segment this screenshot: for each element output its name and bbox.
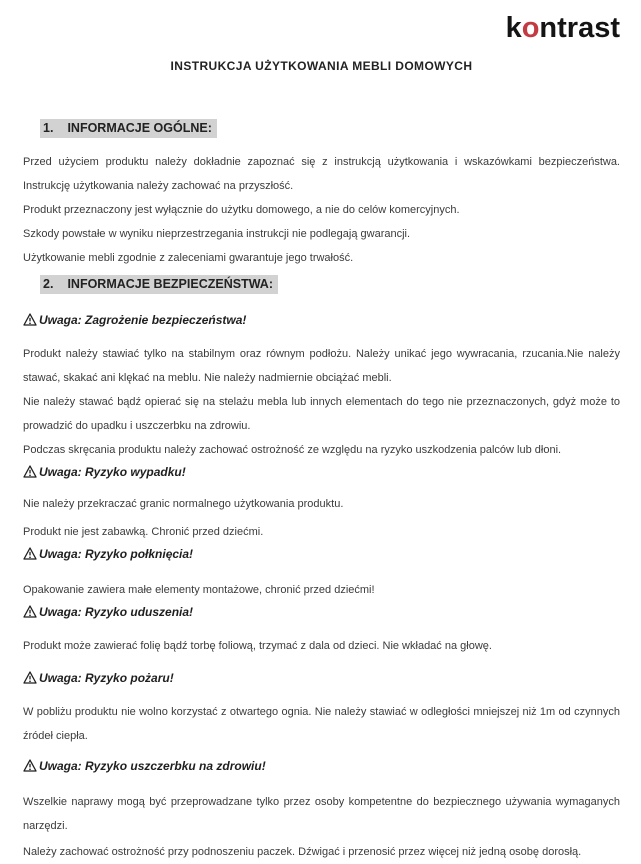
paragraph: Wszelkie naprawy mogą być przeprowadzane tylko przez osoby kompetentne do bezpiecznego używania wymaganych narzędzi. xyxy=(23,796,620,832)
paragraph: Użytkowanie mebli zgodnie z zaleceniami gwarantuje jego trwałość. xyxy=(23,252,354,264)
warning-line xyxy=(23,756,620,776)
logo-text-post: ntrast xyxy=(539,12,620,44)
warning-triangle-icon xyxy=(23,758,37,778)
logo-o-ring-icon: o xyxy=(521,12,540,44)
warning-line xyxy=(23,462,620,482)
paragraph: Przed użyciem produktu należy dokładnie zapoznać się z instrukcją użytkowania i wskazówkami bezpieczeństwa. Instrukcję użytkowania należy zachować na przyszłość. xyxy=(23,156,620,192)
page-title: INSTRUKCJA UŻYTKOWANIA MEBLI DOMOWYCH xyxy=(170,59,473,73)
paragraph: Podczas skręcania produktu należy zachować ostrożność ze względu na ryzyko uszkodzenia palców lub dłoni. xyxy=(23,444,562,456)
warning-text: Uwaga: Ryzyko wypadku! xyxy=(39,465,186,479)
section-label: INFORMACJE OGÓLNE: xyxy=(67,121,212,135)
paragraph: Produkt może zawierać folię bądź torbę foliową, trzymać z dala od dzieci. Nie wkładać na głowę. xyxy=(23,640,492,652)
section-heading-1 xyxy=(40,118,620,138)
section-heading-highlight xyxy=(40,275,278,294)
paragraph: Należy zachować ostrożność przy podnoszeniu paczek. Dźwigać i przenosić przez więcej niż jedną osobę dorosłą. xyxy=(23,846,582,858)
warning-line xyxy=(23,310,620,330)
logo-text-pre: k xyxy=(505,12,522,44)
paragraph: Produkt należy stawiać tylko na stabilnym oraz równym podłożu. Należy unikać jego wywracania, rzucania.Nie należy stawać, skakać ani klękać na meblu. Nie należy nadmiernie obciążać mebli. xyxy=(23,348,620,384)
kontrast-logo xyxy=(23,10,620,46)
warning-triangle-icon xyxy=(23,604,37,624)
paragraph: W pobliżu produktu nie wolno korzystać z otwartego ognia. Nie należy stawiać w odległości mniejszej niż 1m od czynnych źródeł ciepła. xyxy=(23,706,620,742)
warning-line xyxy=(23,544,620,564)
paragraph: Produkt nie jest zabawką. Chronić przed dziećmi. xyxy=(23,526,264,538)
section-heading-highlight xyxy=(40,119,217,138)
paragraph: Opakowanie zawiera małe elementy montażowe, chronić przed dziećmi! xyxy=(23,584,375,596)
warning-text: Uwaga: Zagrożenie bezpieczeństwa! xyxy=(39,313,247,327)
warning-triangle-icon xyxy=(23,546,37,566)
section-number: 2. xyxy=(43,277,54,291)
warning-text: Uwaga: Ryzyko połknięcia! xyxy=(39,547,194,561)
paragraph: Szkody powstałe w wyniku nieprzestrzegania instrukcji nie podlegają gwarancji. xyxy=(23,228,411,240)
document-page xyxy=(0,10,641,858)
warning-line xyxy=(23,668,620,688)
paragraph: Produkt przeznaczony jest wyłącznie do użytku domowego, a nie do celów komercyjnych. xyxy=(23,204,460,216)
warning-triangle-icon xyxy=(23,464,37,484)
section-label: INFORMACJE BEZPIECZEŃSTWA: xyxy=(67,277,273,291)
warning-text: Uwaga: Ryzyko uduszenia! xyxy=(39,605,194,619)
section-heading-2 xyxy=(40,274,620,294)
warning-text: Uwaga: Ryzyko pożaru! xyxy=(39,671,174,685)
paragraph: Nie należy stawać bądź opierać się na stelażu mebla lub innych elementach do tego nie przeznaczonych, gdyż może to prowadzić do upadku i uszczerbku na zdrowiu. xyxy=(23,396,620,432)
section-number: 1. xyxy=(43,121,54,135)
warning-triangle-icon xyxy=(23,670,37,690)
warning-line xyxy=(23,602,620,622)
paragraph: Nie należy przekraczać granic normalnego użytkowania produktu. xyxy=(23,498,344,510)
warning-text: Uwaga: Ryzyko uszczerbku na zdrowiu! xyxy=(39,759,266,773)
warning-triangle-icon xyxy=(23,312,37,332)
